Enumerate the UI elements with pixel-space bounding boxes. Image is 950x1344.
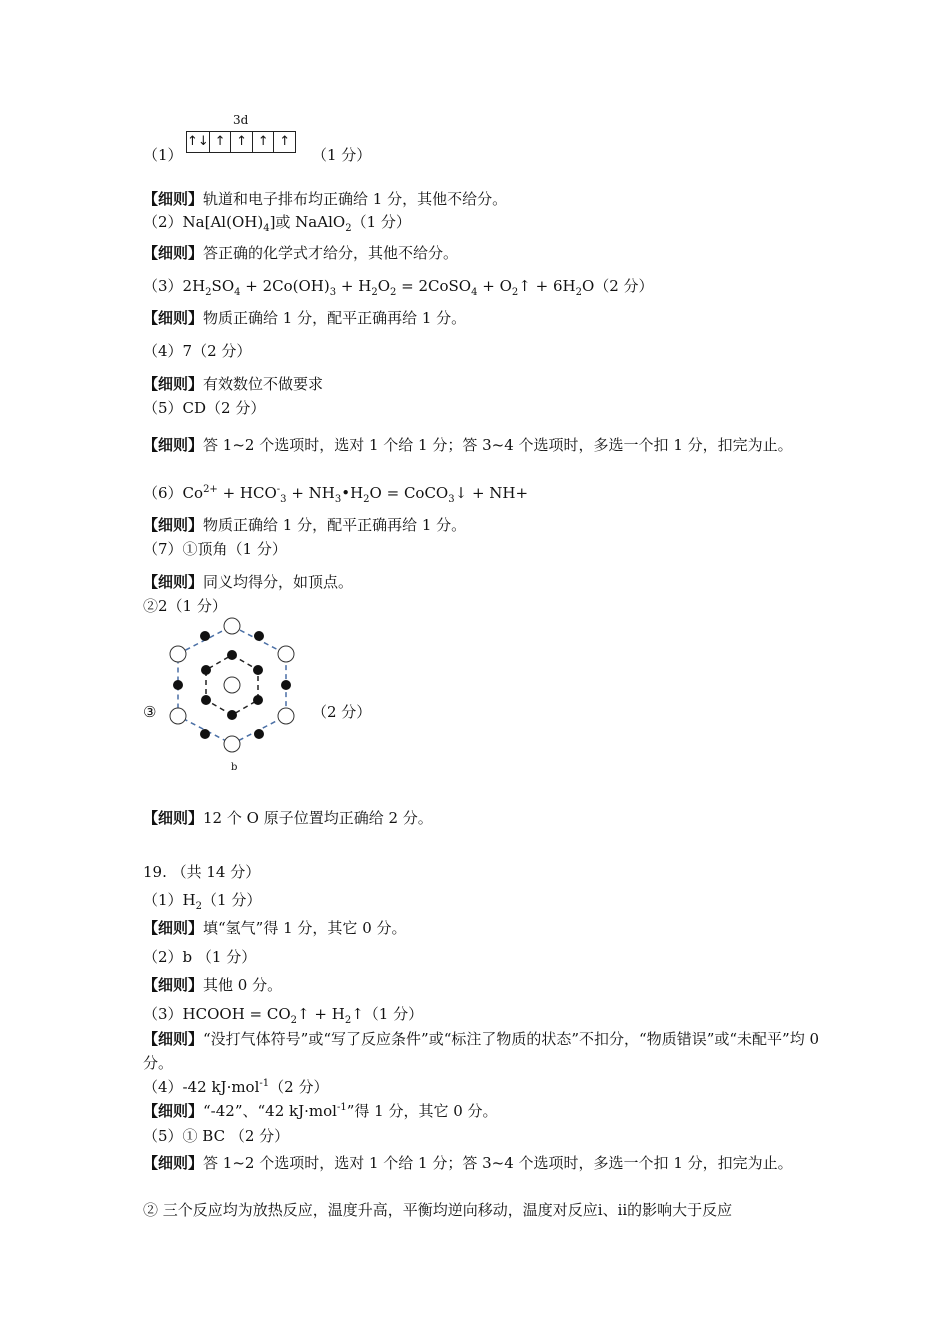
q19-rule-1 (143, 918, 407, 938)
rule-tag: 【细则】 (143, 375, 204, 393)
rule-7-3 (143, 808, 433, 828)
orbital-box: ↑↓ (187, 132, 210, 152)
orbital-box: ↑ (210, 132, 232, 152)
atom-open (278, 646, 294, 662)
atom-open (170, 646, 186, 662)
rule-text: ”得 1 分，其它 0 分。 (346, 1102, 498, 1120)
rule-text: “-42”、“42 kJ·mol (203, 1102, 337, 1120)
answer-number: （1） (143, 146, 183, 164)
atom-filled (200, 729, 210, 739)
rule-text: 其他 0 分。 (203, 976, 283, 994)
answer-text: （4）-42 kJ·mol (143, 1078, 260, 1096)
rule-text: 同义均得分，如顶点。 (203, 573, 354, 591)
rule-text: 12 个 O 原子位置均正确给 2 分。 (203, 809, 433, 827)
orbital-3d-label: 3d (233, 113, 249, 127)
answer-2: $(2)Na[Al(OH)_4]$或 NaAlO$_2$（1 分） (143, 213, 411, 234)
answer-1 (143, 145, 183, 165)
orbital-diagram (186, 131, 296, 153)
answer-score: （2 分） (269, 1078, 329, 1096)
rule-7 (143, 572, 353, 592)
atom-open (170, 708, 186, 724)
hexagonal-structure-diagram (160, 612, 310, 762)
q19-answer-3: （3）HCOOH = $CO_2↑$ + $H_2↑(1$ 分） (143, 1005, 424, 1026)
q19-rule-5 (143, 1151, 833, 1175)
answer-number: （6） (143, 484, 183, 502)
atom-filled (253, 695, 263, 705)
atom-filled (227, 650, 237, 660)
rule-tag: 【细则】 (143, 919, 204, 937)
rule-text: 答 1~2 个选项时，选对 1 个给 1 分；答 3~4 个选项时，多选一个扣 1 分，扣完为止。 (203, 436, 793, 454)
rule-tag: 【细则】 (143, 1030, 204, 1048)
rule-tag: 【细则】 (143, 976, 204, 994)
q19-answer-4: （4）-42 kJ·mol$^{-1}$（2 分） (143, 1078, 329, 1096)
rule-text: 有效数位不做要求 (203, 375, 324, 393)
q19-answer-5-2: ② 三个反应均为放热反应，温度升高，平衡均逆向移动，温度对反应ⅰ、ⅱ的影响大于反应 (143, 1201, 733, 1219)
answer-number: （2） (143, 213, 183, 231)
q19-answer-2: （2）b （1 分） (143, 948, 257, 966)
question-19-title: 19. （共 14 分） (143, 863, 261, 881)
answer-6: $(6)Co^{2+} + HCO^-_3$ + $NH_3•H_2O$ = CoCO$_3$↓ + NH+ (143, 484, 529, 505)
rule-tag: 【细则】 (143, 190, 204, 208)
answer-1-score: （1 分） (312, 146, 372, 164)
atom-filled (200, 631, 210, 641)
q19-rule-3 (143, 1027, 833, 1075)
rule-text: “没打气体符号”或“写了反应条件”或“标注了物质的状态”不扣分，“物质错误”或“未配平”均 0 分。 (143, 1030, 820, 1072)
rule-tag: 【细则】 (143, 1102, 204, 1120)
rule-3 (143, 308, 466, 328)
rule-5 (143, 433, 833, 457)
rule-tag: 【细则】 (143, 809, 204, 827)
answer-4: （4）7（2 分） (143, 342, 252, 360)
rule-1 (143, 189, 507, 209)
q19-answer-1: $(1)H_2(1$ 分） (143, 891, 262, 912)
rule-tag: 【细则】 (143, 244, 204, 262)
orbital-box: ↑ (279, 134, 291, 149)
diagram-label: b (231, 762, 238, 773)
atom-open (224, 618, 240, 634)
rule-text: 填“氢气”得 1 分，其它 0 分。 (203, 919, 407, 937)
rule-tag: 【细则】 (143, 573, 204, 591)
rule-text: 答正确的化学式才给分，其他不给分。 (203, 244, 459, 262)
rule-4 (143, 374, 323, 394)
atom-open (278, 708, 294, 724)
q19-rule-4: 【细则】“-42”、“42 kJ·mol$^{-1}$”得 1 分，其它 0 分。 (143, 1102, 498, 1120)
answer-7-3-score: （2 分） (312, 703, 372, 721)
answer-number: （3） (143, 1005, 183, 1023)
atom-filled (281, 680, 291, 690)
atom-filled (173, 680, 183, 690)
orbital-box: ↑ (253, 132, 275, 152)
rule-text: 物质正确给 1 分，配平正确再给 1 分。 (203, 516, 467, 534)
rule-text: 轨道和电子排布均正确给 1 分，其他不给分。 (203, 190, 508, 208)
answer-7-3: ③ (143, 703, 157, 721)
atom-filled (253, 665, 263, 675)
q19-answer-5: （5）① BC （2 分） (143, 1127, 290, 1145)
rule-2 (143, 243, 458, 263)
atom-filled (227, 710, 237, 720)
atom-open (224, 677, 240, 693)
rule-text: 答 1~2 个选项时，选对 1 个给 1 分；答 3~4 个选项时，多选一个扣 1 分，扣完为止。 (203, 1154, 793, 1172)
answer-5: （5）CD（2 分） (143, 399, 266, 417)
answer-number: （3） (143, 277, 183, 295)
answer-number: （1） (143, 891, 183, 909)
orbital-box: ↑ (231, 132, 253, 152)
atom-filled (201, 665, 211, 675)
atom-filled (254, 729, 264, 739)
answer-7-2: ②2（1 分） (143, 597, 227, 615)
answer-7-1: （7）①顶角（1 分） (143, 540, 287, 558)
rule-tag: 【细则】 (143, 309, 204, 327)
rule-tag: 【细则】 (143, 1154, 204, 1172)
rule-text: 物质正确给 1 分，配平正确再给 1 分。 (203, 309, 467, 327)
q19-rule-2 (143, 975, 282, 995)
atom-filled (254, 631, 264, 641)
answer-3: $(3)2H_2SO_4 + 2Co(OH)_3 + H_2O_2$ = 2CoSO$_4$ + $O_2↑ + 6H_2O(2$ 分） (143, 277, 654, 298)
atom-open (224, 736, 240, 752)
rule-6 (143, 515, 466, 535)
rule-tag: 【细则】 (143, 436, 204, 454)
rule-tag: 【细则】 (143, 516, 204, 534)
atom-filled (201, 695, 211, 705)
